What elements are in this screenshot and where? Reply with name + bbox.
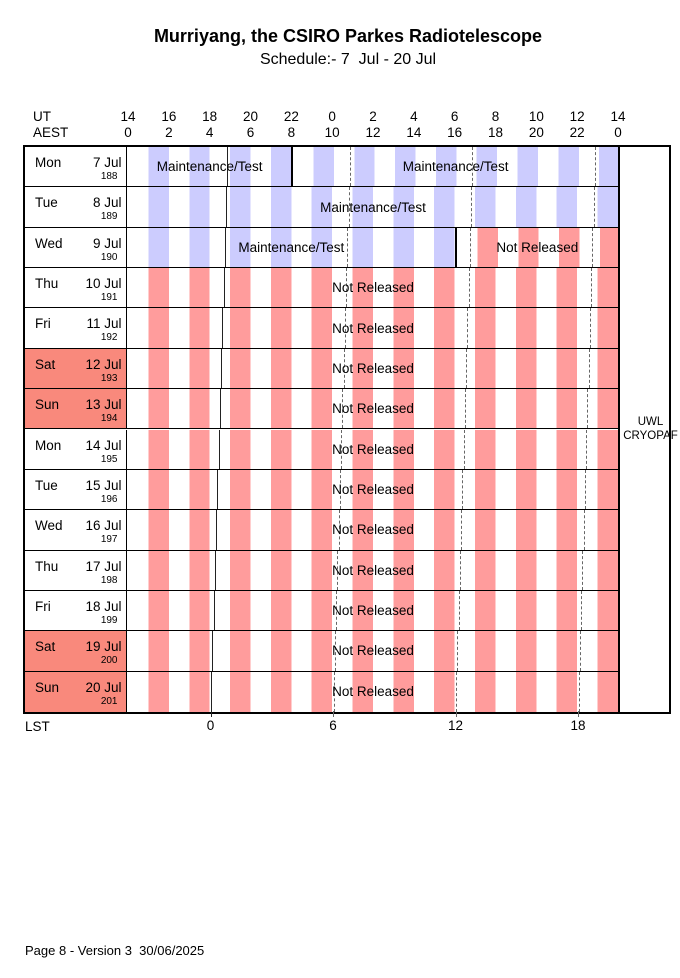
day-schedule-cell [128, 349, 618, 388]
day-date: 11 Jul [86, 316, 122, 332]
page-subtitle: Schedule:- 7 Jul - 20 Jul [259, 51, 437, 68]
day-of-year: 197 [100, 534, 118, 546]
schedule-row [25, 308, 618, 348]
lst-gridline-0 [211, 672, 212, 712]
block-label: Not Released [496, 239, 579, 255]
day-line [25, 308, 126, 331]
lst-gridline-12 [456, 672, 457, 712]
ut-tick: 4 [410, 109, 418, 124]
block-label: Maintenance/Test [156, 159, 263, 175]
lst-gridline-0 [212, 631, 213, 670]
lst-tick-label: 12 [447, 718, 464, 733]
lst-gridline-18 [591, 268, 592, 307]
day-name: Wed [35, 518, 63, 534]
day-date: 9 Jul [92, 235, 122, 251]
schedule-block-maintenance [128, 147, 291, 186]
day-schedule-cell [128, 268, 618, 307]
day-schedule-cell [128, 591, 618, 630]
day-date: 13 Jul [85, 397, 122, 413]
ut-tick: 0 [328, 109, 336, 124]
day-schedule-cell [128, 147, 618, 186]
schedule-rows-area [25, 147, 620, 712]
block-label: Maintenance/Test [320, 199, 426, 215]
day-name: Fri [35, 316, 51, 332]
day-schedule-cell [128, 389, 618, 428]
lst-gridline-18 [594, 187, 595, 226]
day-of-year: 189 [100, 211, 118, 223]
schedule-block-not_released [128, 349, 618, 388]
lst-gridline-12 [457, 631, 458, 670]
day-of-year: 196 [100, 493, 118, 505]
schedule-row [25, 268, 618, 308]
lst-tick-label: 6 [329, 718, 337, 733]
day-of-year: 193 [100, 372, 118, 384]
aest-tick: 20 [528, 125, 544, 140]
day-of-year: 199 [100, 614, 118, 626]
ut-tick: 18 [202, 109, 218, 124]
schedule-row [25, 147, 618, 187]
day-line [25, 672, 126, 695]
day-label-cell [25, 551, 127, 590]
lst-gridline-18 [589, 349, 590, 388]
schedule-block-not_released [128, 551, 618, 590]
receiver-label [623, 416, 678, 443]
schedule-block-not_released [128, 389, 618, 428]
ut-tick: 16 [161, 109, 177, 124]
day-of-year: 188 [100, 171, 118, 182]
block-label: Not Released [332, 562, 414, 578]
aest-axis-label: AEST [33, 125, 69, 140]
day-schedule-cell [128, 228, 618, 267]
ut-tick: 12 [569, 109, 585, 124]
day-name: Sun [35, 679, 60, 695]
day-label-cell [25, 268, 127, 307]
page-title: Murriyang, the CSIRO Parkes Radiotelescope [153, 26, 543, 46]
schedule-table [23, 145, 678, 714]
day-name: Tue [35, 195, 58, 211]
day-of-year: 191 [100, 292, 118, 304]
lst-gridline-12 [462, 470, 463, 509]
day-label-cell [25, 228, 127, 267]
block-label: Not Released [332, 401, 414, 417]
day-line [25, 349, 126, 372]
lst-gridline-12 [460, 551, 461, 590]
day-name: Thu [35, 558, 59, 574]
day-of-year: 190 [100, 251, 118, 263]
day-schedule-cell [128, 187, 618, 226]
block-label: Not Released [332, 643, 414, 659]
receiver-label-line2: CRYOPAF [623, 429, 678, 442]
lst-gridline-6 [350, 147, 351, 186]
day-of-year: 194 [100, 413, 118, 425]
lst-gridline-0 [222, 308, 223, 347]
aest-tick: 6 [246, 125, 255, 140]
lst-tick-label: 18 [570, 718, 586, 733]
lst-gridline-18 [582, 551, 583, 590]
schedule-row [25, 349, 618, 389]
day-name: Mon [35, 155, 62, 170]
day-date: 17 Jul [85, 558, 122, 574]
schedule-block-not_released [128, 591, 618, 630]
day-label-cell [25, 591, 127, 630]
ut-tick: 8 [491, 109, 500, 124]
aest-tick: 16 [447, 125, 463, 140]
lst-gridline-18 [581, 591, 582, 630]
schedule-row [25, 631, 618, 671]
day-name: Fri [35, 598, 51, 614]
aest-tick: 4 [205, 125, 214, 140]
schedule-row [25, 470, 618, 510]
day-date: 18 Jul [85, 598, 122, 614]
ut-tick: 20 [242, 109, 259, 124]
day-name: Wed [35, 235, 63, 251]
day-line [25, 147, 126, 170]
day-name: Sat [35, 356, 56, 372]
lst-gridline-18 [586, 430, 587, 469]
day-date: 20 Jul [85, 679, 122, 695]
page-footer: Page 8 - Version 3 30/06/2025 [25, 943, 205, 958]
day-label-cell [25, 430, 127, 469]
lst-gridline-18 [595, 147, 596, 186]
aest-tick: 10 [324, 125, 340, 140]
day-schedule-cell [128, 672, 618, 712]
lst-gridline-12 [466, 349, 467, 388]
lst-gridline-12 [465, 389, 466, 428]
block-label: Not Released [332, 441, 414, 457]
day-of-year: 201 [100, 695, 118, 707]
lst-tick-label: 0 [206, 718, 215, 733]
day-line [25, 389, 126, 412]
schedule-block-not_released [128, 308, 618, 347]
schedule-row [25, 430, 618, 470]
block-label: Not Released [332, 482, 414, 498]
day-label-cell [25, 389, 127, 428]
block-label: Not Released [332, 603, 414, 619]
day-line [25, 470, 126, 493]
day-line [25, 430, 126, 453]
block-label: Not Released [332, 320, 414, 336]
day-schedule-cell [128, 430, 618, 469]
day-label-cell [25, 349, 127, 388]
lst-gridline-6 [347, 228, 348, 267]
lst-gridline-0 [217, 470, 218, 509]
day-schedule-cell [128, 631, 618, 670]
day-date: 7 Jul [92, 155, 122, 170]
schedule-block-not_released [128, 430, 618, 469]
lst-gridline-0 [214, 591, 215, 630]
schedule-block-not_released [128, 510, 618, 549]
ut-axis-label: UT [33, 109, 51, 124]
schedule-row [25, 187, 618, 227]
day-date: 16 Jul [85, 518, 122, 534]
receiver-column [620, 147, 678, 712]
day-date: 19 Jul [85, 639, 122, 655]
day-name: Tue [35, 477, 58, 493]
day-name: Sat [35, 639, 56, 655]
block-label: Maintenance/Test [402, 159, 509, 175]
ut-tick: 2 [369, 109, 377, 124]
lst-axis-label: LST [25, 719, 50, 734]
lst-gridline-18 [592, 228, 593, 267]
day-name: Mon [35, 437, 62, 453]
day-line [25, 551, 126, 574]
block-label: Not Released [332, 280, 414, 296]
ut-tick: 22 [283, 109, 299, 124]
schedule-block-not_released [455, 228, 618, 267]
aest-tick: 14 [406, 125, 422, 140]
ut-tick: 14 [610, 109, 626, 124]
lst-gridline-12 [467, 308, 468, 347]
day-of-year: 195 [100, 453, 118, 465]
block-label: Maintenance/Test [238, 239, 345, 255]
lst-gridline-12 [469, 268, 470, 307]
day-line [25, 510, 126, 533]
schedule-row [25, 228, 618, 268]
aest-tick: 2 [165, 125, 173, 140]
day-label-cell [25, 308, 127, 347]
day-date: 8 Jul [92, 195, 122, 211]
lst-gridline-0 [216, 510, 217, 549]
lst-gridline-0 [224, 268, 225, 307]
day-of-year: 200 [100, 655, 118, 667]
lst-gridline-18 [584, 510, 585, 549]
block-label: Not Released [332, 360, 414, 376]
schedule-block-not_released [128, 268, 618, 307]
day-schedule-cell [128, 470, 618, 509]
day-label-cell [25, 470, 127, 509]
schedule-block-maintenance [128, 228, 455, 267]
day-label-cell [25, 187, 127, 226]
ut-tick: 6 [450, 109, 459, 124]
lst-gridline-18 [579, 672, 580, 712]
day-line [25, 228, 126, 251]
day-label-cell [25, 631, 127, 670]
lst-gridline-0 [219, 430, 220, 469]
ut-tick: 10 [528, 109, 544, 124]
lst-gridline-18 [587, 389, 588, 428]
receiver-label-line1: UWL [637, 416, 664, 428]
schedule-row [25, 389, 618, 429]
lst-gridline-12 [459, 591, 460, 630]
ut-tick: 14 [120, 109, 136, 124]
schedule-row [25, 551, 618, 591]
block-label: Not Released [332, 684, 414, 700]
day-label-cell [25, 510, 127, 549]
lst-gridline-0 [220, 389, 221, 428]
aest-tick: 8 [287, 125, 296, 140]
day-date: 15 Jul [85, 477, 122, 493]
day-line [25, 187, 126, 210]
lst-gridline-12 [461, 510, 462, 549]
lst-gridline-18 [585, 470, 586, 509]
day-schedule-cell [128, 308, 618, 347]
day-line [25, 591, 126, 614]
lst-gridline-0 [226, 187, 227, 226]
lst-gridline-0 [225, 228, 226, 267]
day-date: 12 Jul [85, 356, 122, 372]
lst-gridline-12 [464, 430, 465, 469]
lst-gridline-18 [580, 631, 581, 670]
schedule-block-not_released [128, 672, 618, 712]
schedule-block-maintenance [291, 147, 618, 186]
schedule-row [25, 510, 618, 550]
day-label-cell [25, 147, 127, 186]
day-line [25, 631, 126, 654]
aest-tick: 0 [124, 125, 132, 140]
day-schedule-cell [128, 510, 618, 549]
day-of-year: 198 [100, 574, 118, 586]
lst-gridline-12 [471, 187, 472, 226]
lst-gridline-0 [221, 349, 222, 388]
schedule-row [25, 591, 618, 631]
schedule-block-not_released [128, 470, 618, 509]
schedule-row [25, 672, 618, 712]
block-label: Not Released [332, 522, 414, 538]
lst-gridline-0 [215, 551, 216, 590]
day-label-cell [25, 672, 127, 712]
lst-gridline-18 [590, 308, 591, 347]
day-line [25, 268, 126, 291]
day-date: 14 Jul [85, 437, 122, 453]
day-name: Sun [35, 397, 60, 413]
aest-tick: 22 [569, 125, 585, 140]
day-of-year: 192 [100, 332, 118, 344]
lst-gridline-12 [470, 228, 471, 267]
day-date: 10 Jul [85, 276, 122, 292]
schedule-block-not_released [128, 631, 618, 670]
aest-tick: 12 [365, 125, 381, 140]
aest-tick: 0 [614, 125, 622, 140]
day-name: Thu [35, 276, 59, 292]
day-schedule-cell [128, 551, 618, 590]
aest-tick: 18 [487, 125, 504, 140]
schedule-block-maintenance [128, 187, 618, 226]
